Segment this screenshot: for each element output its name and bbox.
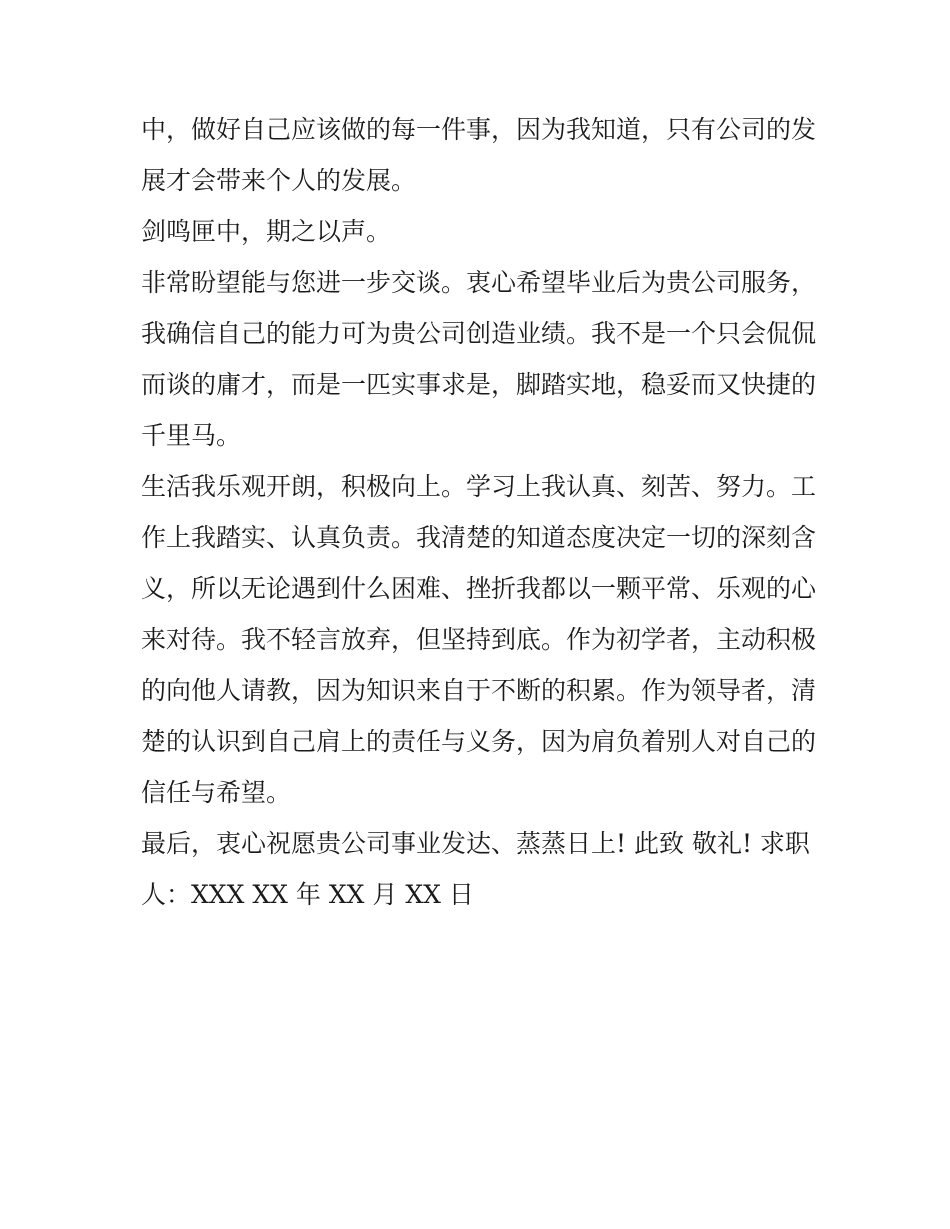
text-line: 的向他人请教，因为知识来自于不断的积累。作为领导者，清 [141, 676, 817, 705]
text-line: 非常盼望能与您进一步交谈。衷心希望毕业后为贵公司服务， [141, 268, 817, 297]
text-line: 楚的认识到自己肩上的责任与义务，因为肩负着别人对自己的 [141, 727, 817, 756]
text-line: 义，所以无论遇到什么困难、挫折我都以一颗平常、乐观的心 [141, 574, 817, 603]
text-line: 中，做好自己应该做的每一件事，因为我知道，只有公司的发 [141, 115, 817, 144]
text-line: 信任与希望。 [141, 778, 292, 807]
text-line: 作上我踏实、认真负责。我清楚的知道态度决定一切的深刻含 [141, 523, 817, 552]
text-line: 我确信自己的能力可为贵公司创造业绩。我不是一个只会侃侃 [141, 319, 817, 348]
text-line: 生活我乐观开朗，积极向上。学习上我认真、刻苦、努力。工 [141, 472, 817, 501]
text-line: 人：XXX XX 年 XX 月 XX 日 [141, 880, 474, 909]
text-line: 剑鸣匣中，期之以声。 [141, 217, 392, 246]
letter-body [141, 104, 821, 920]
text-line: 来对待。我不轻言放弃，但坚持到底。作为初学者，主动积极 [141, 625, 817, 654]
text-line: 最后，衷心祝愿贵公司事业发达、蒸蒸日上! 此致 敬礼! 求职 [141, 829, 810, 858]
text-line: 而谈的庸才，而是一匹实事求是，脚踏实地，稳妥而又快捷的 [141, 370, 817, 399]
text-line: 千里马。 [141, 421, 242, 450]
text-line: 展才会带来个人的发展。 [141, 166, 417, 195]
